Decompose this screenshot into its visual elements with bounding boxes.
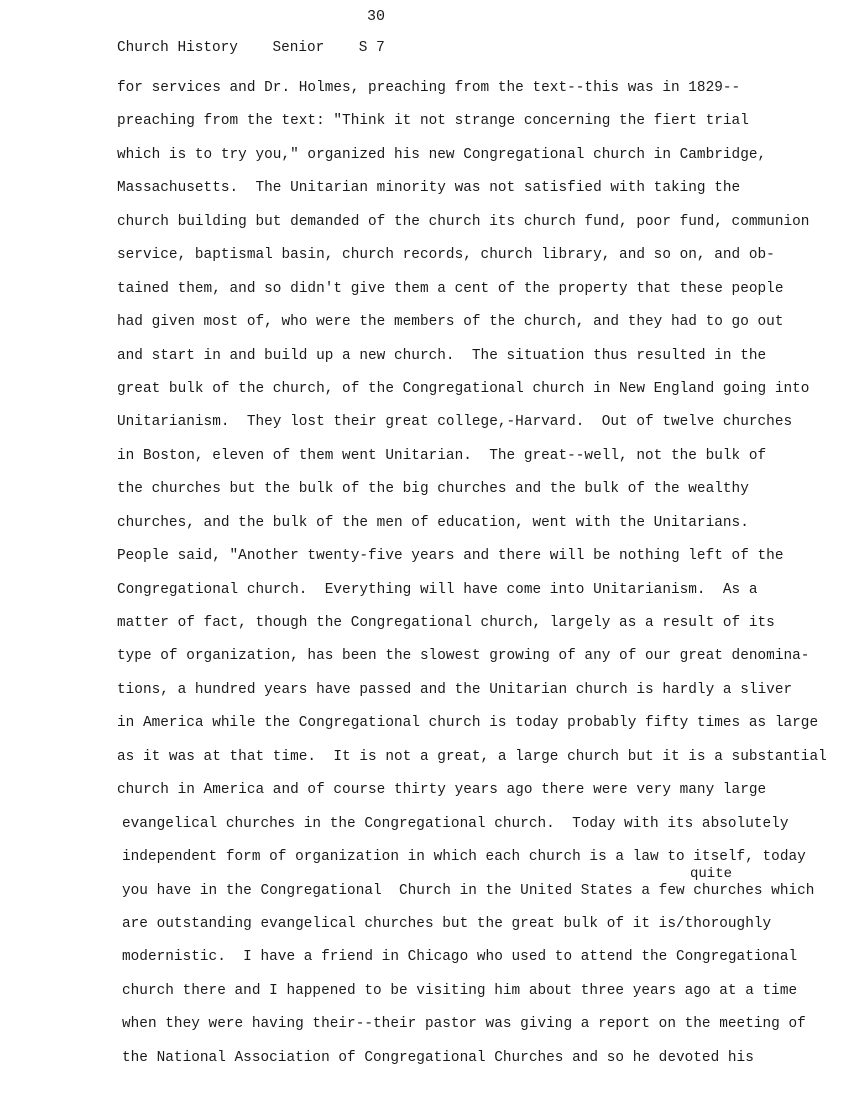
text-line: modernistic. I have a friend in Chicago who used to attend the Congregational: [122, 949, 798, 966]
text-line: type of organization, has been the slowest growing of any of our great denomina-: [117, 648, 810, 665]
text-line: tained them, and so didn't give them a cent of the property that these people: [117, 280, 784, 297]
text-line: preaching from the text: "Think it not strange concerning the fiert trial: [117, 113, 749, 130]
text-line: as it was at that time. It is not a great, a large church but it is a substantial: [117, 748, 827, 765]
text-line: had given most of, who were the members of the church, and they had to go out: [117, 314, 784, 331]
text-line: and start in and build up a new church. The situation thus resulted in the: [117, 347, 767, 364]
text-line: church building but demanded of the church its church fund, poor fund, communion: [117, 213, 810, 230]
text-line: tions, a hundred years have passed and the Unitarian church is hardly a sliver: [117, 681, 793, 698]
text-line: churches, and the bulk of the men of education, went with the Unitarians.: [117, 514, 749, 531]
text-line: when they were having their--their pastor was giving a report on the meeting of: [122, 1016, 806, 1033]
text-line: the churches but the bulk of the big churches and the bulk of the wealthy: [117, 481, 749, 498]
document-body: [117, 72, 827, 1075]
text-line: evangelical churches in the Congregational church. Today with its absolutely: [122, 815, 789, 832]
text-line: great bulk of the church, of the Congregational church in New England going into: [117, 380, 810, 397]
text-line: in Boston, eleven of them went Unitarian. The great--well, not the bulk of: [117, 447, 767, 464]
text-line: for services and Dr. Holmes, preaching from the text--this was in 1829--: [117, 80, 741, 96]
text-line: service, baptismal basin, church records, church library, and so on, and ob-: [117, 247, 775, 264]
page-number: 30: [367, 8, 386, 25]
text-line: Massachusetts. The Unitarian minority was not satisfied with taking the: [117, 180, 741, 197]
text-line: People said, "Another twenty-five years and there will be nothing left of the: [117, 548, 784, 565]
text-line: the National Association of Congregational Churches and so he devoted his: [122, 1049, 754, 1066]
text-line: in America while the Congregational church is today probably fifty times as large: [117, 715, 819, 732]
handwritten-insertion: quite: [690, 866, 733, 882]
text-line: Congregational church. Everything will have come into Unitarianism. As a: [117, 581, 758, 598]
text-line: matter of fact, though the Congregational church, largely as a result of its: [117, 615, 775, 631]
text-line: independent form of organization in which each church is a law to itself, today: [122, 849, 806, 866]
text-line: you have in the Congregational Church in the United States a few churches which: [122, 882, 815, 899]
text-line: Unitarianism. They lost their great college,-Harvard. Out of twelve churches: [117, 414, 793, 431]
text-line: are outstanding evangelical churches but the great bulk of it is/thoroughly: [122, 915, 772, 932]
text-line: which is to try you," organized his new Congregational church in Cambridge,: [117, 146, 767, 163]
text-line: church in America and of course thirty years ago there were very many large: [117, 782, 767, 799]
text-line: church there and I happened to be visiting him about three years ago at a time: [122, 982, 798, 999]
document-header: Church History Senior S 7: [117, 40, 385, 56]
